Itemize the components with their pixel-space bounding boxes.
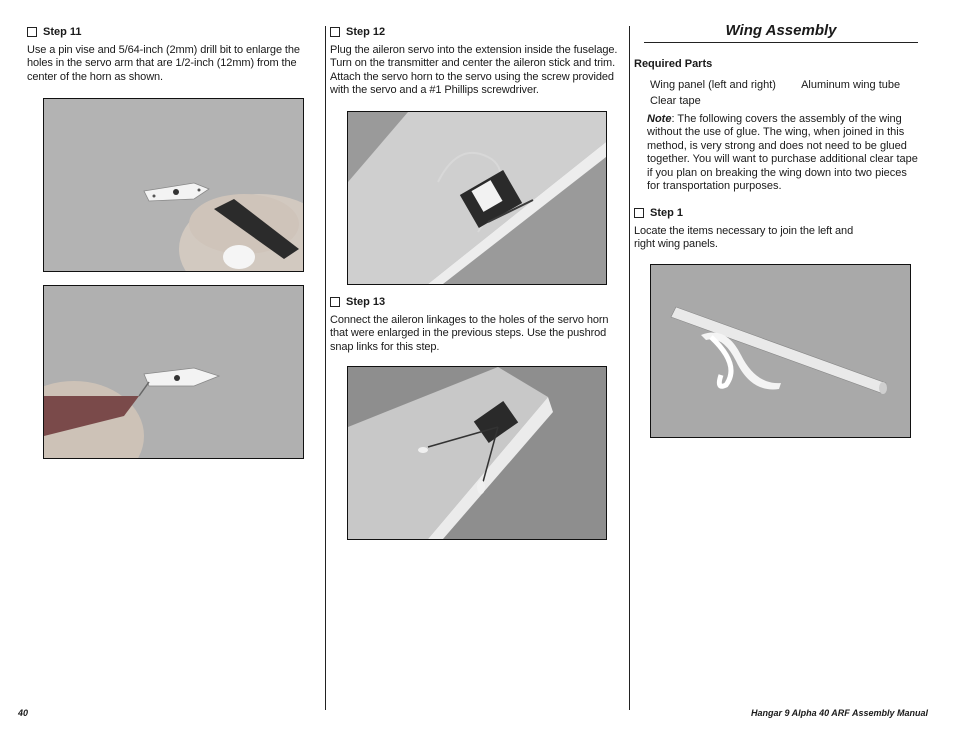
column-divider-left (325, 26, 326, 710)
step-11-block (27, 26, 307, 84)
part-item: Aluminum wing tube (801, 79, 901, 91)
step-11-heading (27, 26, 307, 38)
note-text: : The following covers the assembly of the wing without the use of glue. The wing, when joined in this method, is very strong and does not need to be glued together. You will want to purchase additional clear tape if you plan on breaking the wing down into two pieces for transportation purposes. (647, 113, 918, 193)
wing-step-1-heading (634, 207, 919, 219)
step-12-label: Step 12 (346, 26, 386, 38)
step-13-photo (347, 366, 607, 540)
checkbox-icon[interactable] (330, 27, 340, 37)
step-13-label: Step 13 (346, 296, 386, 308)
checkbox-icon[interactable] (634, 208, 644, 218)
step-11-text: Use a pin vise and 5/64-inch (2mm) drill bit to enlarge the holes in the servo arm that are 1/2-inch (12mm) from the center of the horn as shown. (27, 44, 300, 83)
note-label: Note (647, 113, 672, 125)
required-parts-list (650, 77, 900, 109)
part-item: Wing panel (left and right) (650, 79, 776, 91)
wing-step-1-photo (650, 264, 911, 438)
step-12-block (330, 26, 620, 98)
manual-title: Hangar 9 Alpha 40 ARF Assembly Manual (750, 708, 928, 718)
wing-step-1-label: Step 1 (650, 207, 684, 219)
step-13-block (330, 296, 620, 354)
section-title-wing-assembly: Wing Assembly (644, 22, 918, 43)
step-13-text: Connect the aileron linkages to the holes of the servo horn that were enlarged in the previous steps. Use the pushrod snap links for this step. (330, 314, 609, 353)
step-11-photo-top (43, 98, 304, 272)
wing-step-1-block (634, 207, 919, 252)
step-12-text: Plug the aileron servo into the extension inside the fuselage. Turn on the transmitter and center the aileron stick and trim. Attach the servo horn to the servo using the screw provided with the servo and a #1 Phillips screwdriver. (330, 44, 618, 97)
step-11-label: Step 11 (43, 26, 82, 38)
wing-assembly-note (647, 113, 919, 193)
step-13-heading (330, 296, 620, 308)
part-item: Clear tape (650, 95, 701, 107)
step-12-heading (330, 26, 620, 38)
wing-step-1-text: Locate the items necessary to join the left and right wing panels. (634, 225, 854, 251)
step-11-photo-bottom (43, 285, 304, 459)
step-12-photo (347, 111, 607, 285)
required-parts-heading: Required Parts (634, 58, 713, 70)
checkbox-icon[interactable] (27, 27, 37, 37)
page-number: 40 (18, 708, 29, 718)
checkbox-icon[interactable] (330, 297, 340, 307)
column-divider-right (629, 26, 630, 710)
